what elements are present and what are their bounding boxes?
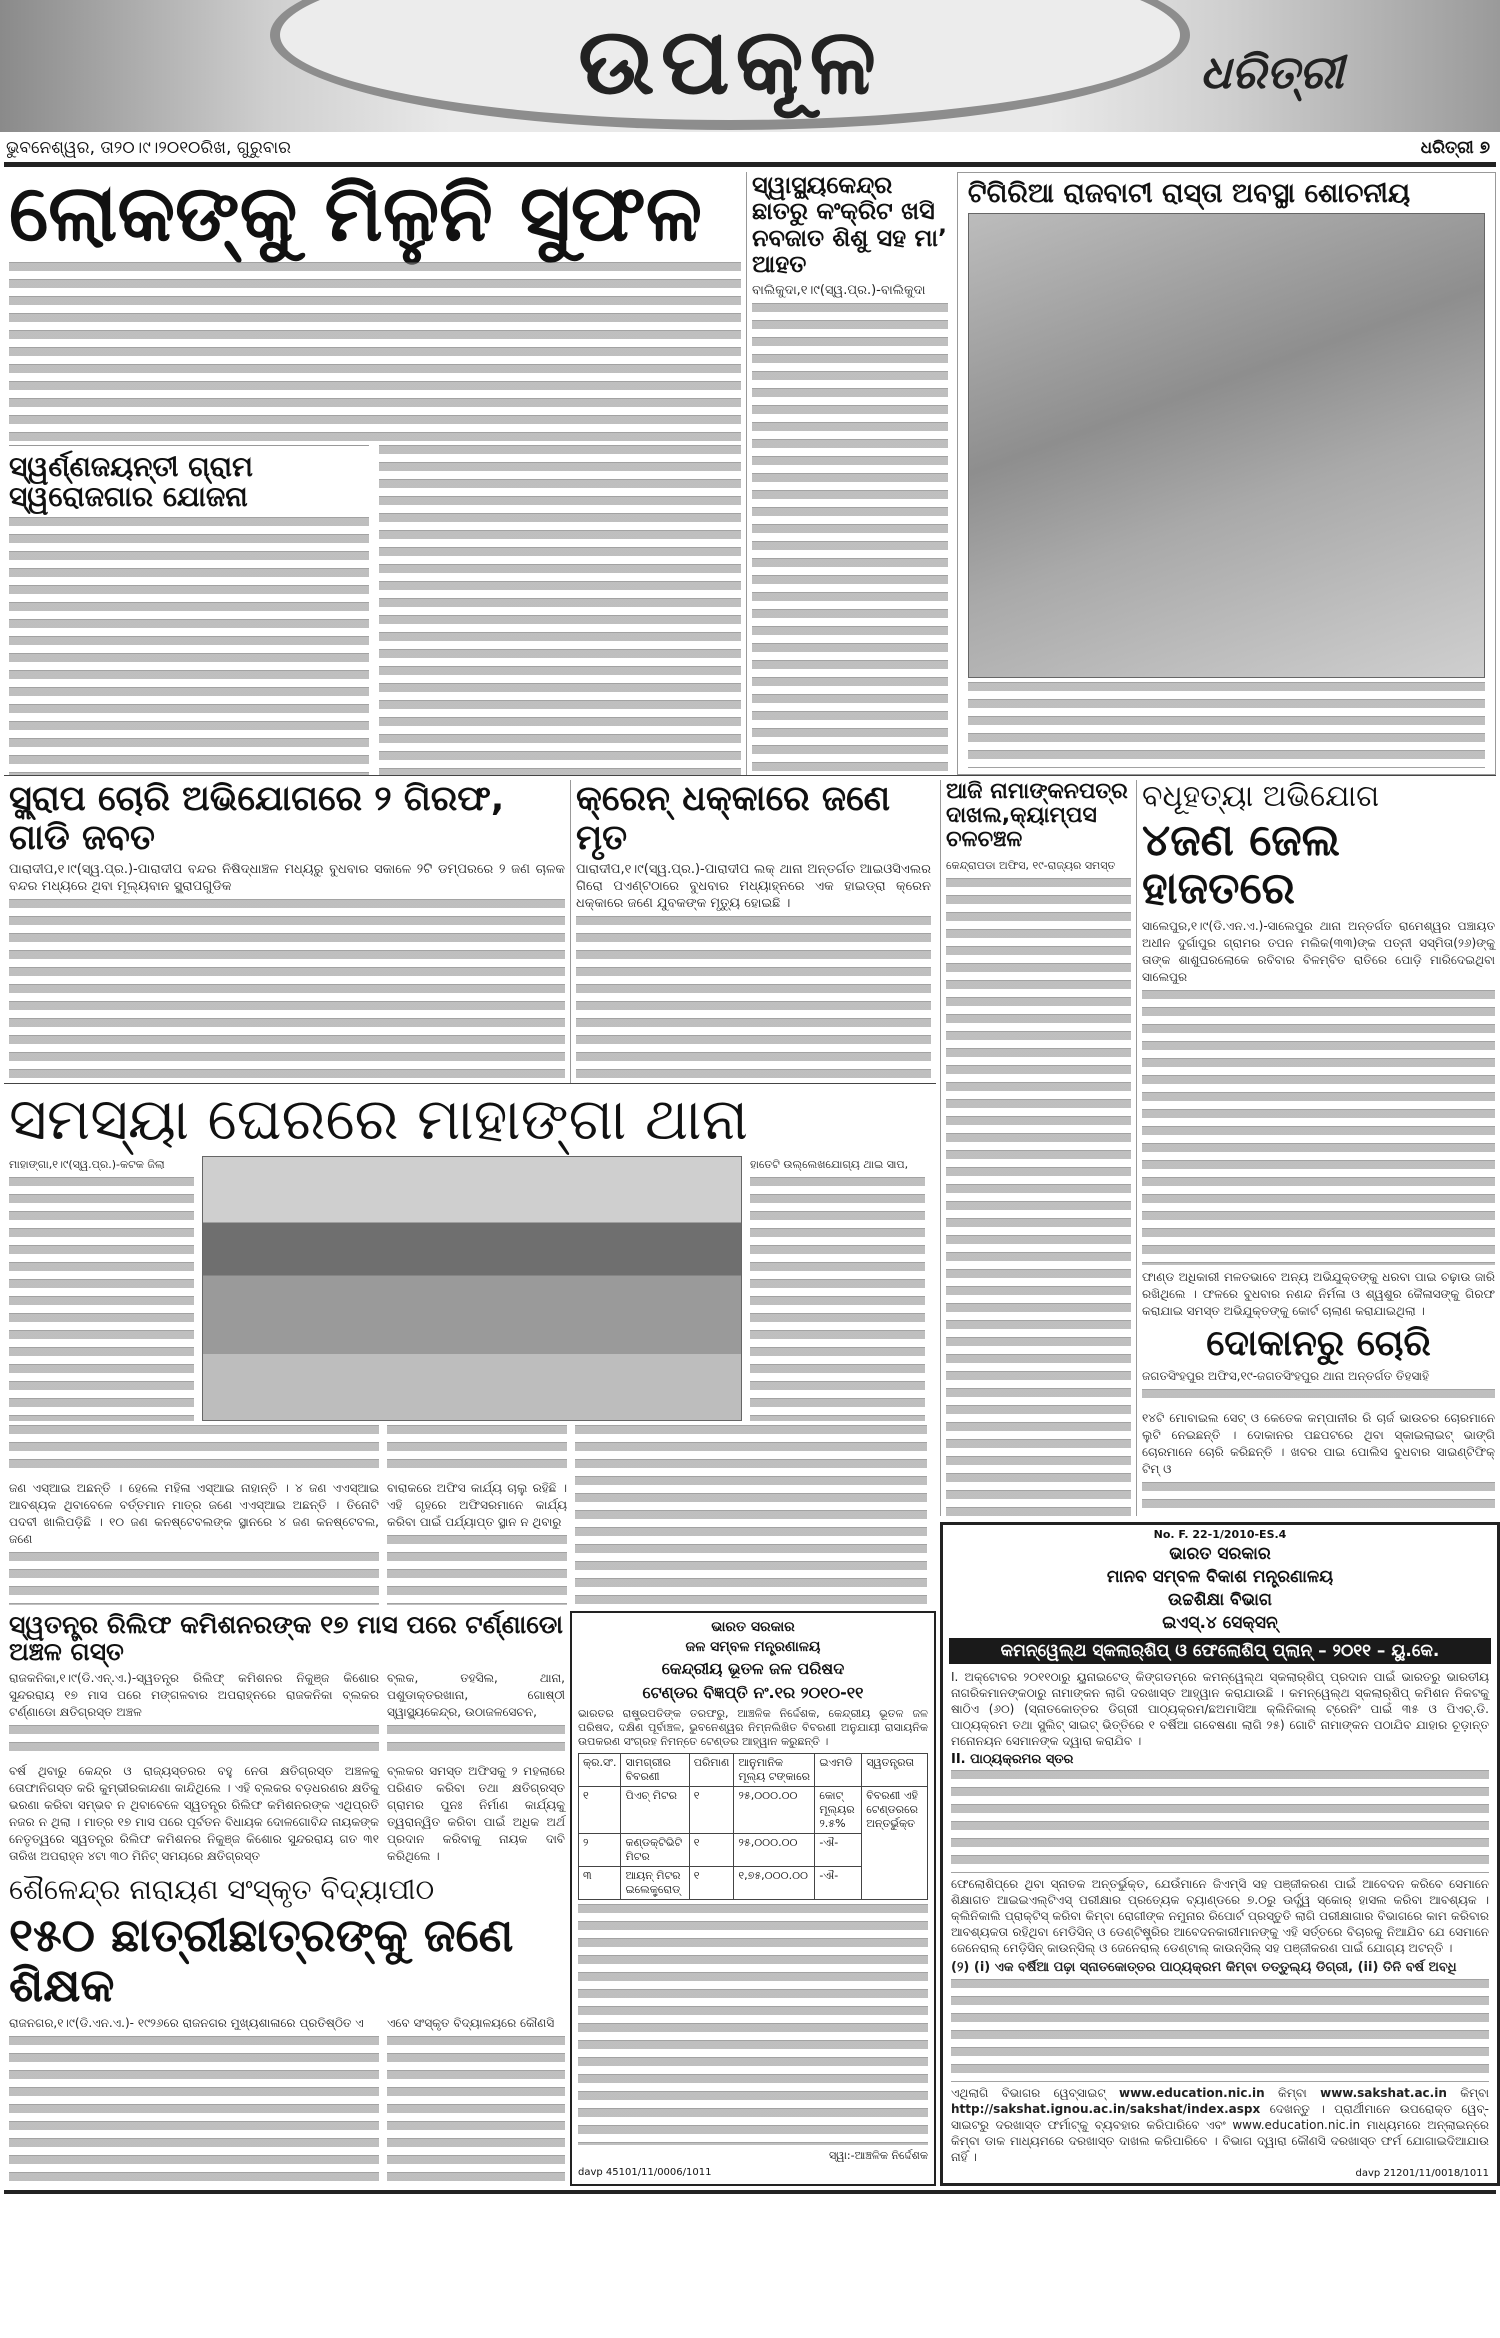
ad-para-2: ଫେଲୋଶିପ୍‌ରେ ଥିବା ସ୍ନାତକ ଅନ୍ତର୍ଭୁକ୍ତ, ଯେଉଁମାନେ ଜିଏମ୍‌ସି ସହ ପଞ୍ଜୀକରଣ ପାଇଁ ଆବେଦନ କରିବେ ସେମାନେ ଶିକ୍ଷାଗତ ଆଇଇଏଲ୍‌ଟିଏସ୍ ପରୀକ୍ଷାର ପ୍ରତ୍ୟେକ ବ୍ୟାଣ୍ଡରେ ୭.୦ରୁ ଊର୍ଦ୍ଧ୍ୱ ସ୍କୋର୍ ହାସଲ କରିବା ଆବଶ୍ୟକ । କ୍ଲିନିକାଲି ପ୍ରାକ୍ଟିସ୍ କରିବା କିମ୍ବା ରୋଗୀଙ୍କ ନମୁନାର ରିପୋର୍ଟ ପ୍ରସ୍ତୁତି ଲାଗି ପରୀକ୍ଷାଗାର ବିଭାଗରେ କାମ କରିବାର ଆବଶ୍ୟକତା ରହିଥିବା ମେଡିସିନ୍ ଓ ଡେଣ୍ଟିଷ୍ଟ୍ରିର ଆବେଦନକାରୀମାନଙ୍କୁ ଏହି ସର୍ତ୍ତରେ ବିଚାରକୁ ନିଆଯିବ ଯେ ସେମାନେ ଜେନେରାଲ୍ ମେଡ଼ିସିନ୍ କାଉନ୍‌ସିଲ୍ ଓ ଜେନେରାଲ୍ ଡେଣ୍ଟାଲ୍ କାଉନ୍‌ସିଲ୍ ସହ ପଞ୍ଜୀକରଣ ପାଇଁ ଯୋଗ୍ୟ ଅଟନ୍ତି । [951, 1876, 1489, 1955]
nomination-headline: ଆଜି ନାମାଙ୍କନପତ୍ର ଦାଖଲ,କ୍ୟାମ୍ପସ ଚଳଚଞ୍ଚଳ [946, 779, 1128, 853]
tender-org-3: କେନ୍ଦ୍ରୀୟ ଭୂତଳ ଜଳ ପରିଷଦ [661, 1658, 845, 1678]
cell: ବିବରଣୀ ଏହି ଟେଣ୍ଡରରେ ଅନ୍ତର୍ଭୁକ୍ତ [862, 1786, 928, 1899]
tender-table [578, 1753, 928, 1900]
mahanga-lead: ମାହାଙ୍ଗା,୧।୯(ସ୍ୱ.ପ୍ର.)-କଟକ ଜିଲା [9, 1157, 165, 1171]
cell: ୧ [689, 1833, 734, 1866]
tender-org-1: ଭାରତ ସରକାର [711, 1618, 795, 1635]
lead-body-3 [379, 445, 741, 775]
tigiria-body [968, 682, 1485, 768]
road-photo [968, 213, 1485, 678]
cell: ପିଏଚ୍ ମିଟର [621, 1786, 689, 1833]
mahanga-body-2 [750, 1177, 925, 1421]
cell: କୋଟ୍ ମୂଲ୍ୟର ୨.୫% [815, 1786, 862, 1833]
shop-lead: ଜଗତସିଂହପୁର ଅଫିସ,୧୯-ଜଗତସିଂହପୁର ଥାନା ଅନ୍ତର୍ଗତ ତିହସାହି [1142, 1369, 1430, 1383]
supplement-title: ଉପକୂଳ [578, 8, 882, 115]
ad-ministry: ମାନବ ସମ୍ବଳ ବିକାଶ ମନ୍ତ୍ରଣାଳୟ [1106, 1567, 1334, 1587]
mahanga-body-5 [387, 1425, 567, 1476]
ad-para-1: I. ଅକ୍ଟୋବର ୨୦୧୧ଠାରୁ ୟୁନାଇଟେଡ୍ କିଙ୍ଗଡମ୍‌ରେ କମନ୍‌ୱେଲ୍‌ଥ ସ୍କଲାର୍‌ଶିପ୍ ପ୍ରଦାନ ପାଇଁ ଭାରତରୁ ଭାରତୀୟ ନାଗରିକମାନଙ୍କଠାରୁ ନାମାଙ୍କନ ଲାଗି ଦରଖାସ୍ତ ଆହ୍ୱାନ କରାଯାଉଛି । କମନ୍‌ୱେଲ୍‌ଥ ସ୍କଲାର୍‌ଶିପ୍ କମିଶନ ନିକଟକୁ ଷାଠିଏ (୬୦) (ସ୍ନାତକୋତ୍ତର ଡିଗ୍ରୀ ପାଠ୍ୟକ୍ରମ/ଛଅମାସିଆ କ୍ଲିନିକାଲ୍ ଟ୍ରେନିଂ ପାଇଁ ୩୫ ଓ ପିଏଚ୍.ଡି. ପାଠ୍ୟକ୍ରମ ତଥା ସ୍ପ୍ଲିଟ୍ ସାଇଟ୍ ଭିତ୍ତିରେ ୧ ବର୍ଷିଆ ଗବେଷଣା ଲାଗି ୨୫) ଗୋଟି ନାମାଙ୍କନ ପଠାଯିବ ଯାହାର ଚୂଡ଼ାନ୍ତ ମନୋନୟନ ସେମାନଙ୍କ ଦ୍ୱାରା କରାଯିବ । [951, 1670, 1489, 1748]
scrap-body [9, 899, 565, 1083]
dowry-story [1136, 780, 1500, 1516]
sanskrit-body-2 [387, 2036, 565, 2186]
sanskrit-body [9, 2036, 379, 2186]
nomination-lead: କେନ୍ଦ୍ରାପଡା ଅଫିସ, ୧୯-ରାଜ୍ୟର ସମସ୍ତ [946, 858, 1116, 872]
dowry-end: ଫାଣ୍ଡ ଅଧିକାରୀ ମଳତଭାବେ ଅନ୍ୟ ଅଭିଯୁକ୍ତଙ୍କୁ ଧରବା ପାଇ ଚଢ଼ାଉ ଜାରି ରଖିଥିଲେ । ଫଳରେ ବୁଧବାର ନଣନ୍ଦ ନିର୍ମଳା ଓ ଶ୍ୱଶୁର କୈଳାସଙ୍କୁ ଗିରଫ କରାଯାଇ ସମସ୍ତ ଅଭିଯୁକ୍ତଙ୍କୁ କୋର୍ଟ ଚାଲାଣ କରାଯାଇଥିଲା । [1142, 1270, 1495, 1319]
cell: କଣ୍ଡକ୍ଟିଭିଟି ମିଟର [621, 1833, 689, 1866]
column-header: ପରିମାଣ [689, 1753, 734, 1786]
sanskrit-kicker: ଶୈଳେନ୍ଦ୍ର ନାରାୟଣ ସଂସ୍କୃତ ବିଦ୍ୟାପୀଠ [9, 1872, 435, 1906]
relief-headline: ସ୍ୱତନ୍ତ୍ର ରିଲିଫ କମିଶନରଙ୍କ ୧୭ ମାସ ପରେ ଟର୍ଣ୍ଣାଡୋ ଅଞ୍ଚଳ ଗସ୍ତ [9, 1609, 563, 1667]
tender-title: ଟେଣ୍ଡର ବିଜ୍ଞପ୍ତି ନଂ.୧ର ୨୦୧୦-୧୧ [642, 1682, 864, 1702]
cell: ୨ [579, 1833, 621, 1866]
ad-govt: ଭାରତ ସରକାର [1169, 1544, 1271, 1564]
mahanga-para2: ବାରାକରେ ଅଫିସ କାର୍ଯ୍ୟ ଚାଲୁ ରହିଛି । ଏହି ଗୃହରେ ଅଫିସରମାନେ କାର୍ଯ୍ୟ କରିବା ପାଇଁ ପର୍ଯ୍ୟାପ୍ତ ସ୍ଥାନ ନ ଥିବାରୁ [387, 1480, 567, 1529]
column-header: ଇଏମଡି [815, 1753, 862, 1786]
mahanga-body-7 [575, 1425, 927, 1605]
health-dateline: ବାଲିକୁଦା,୧।୯(ସ୍ୱ.ପ୍ର.)-ବାଲିକୁଦା [752, 282, 926, 298]
lead-headline: ଲୋକଙ୍କୁ ମିଳୁନି ସୁଫଳ [9, 169, 702, 259]
lead-subhead: ସ୍ୱର୍ଣ୍ଣଜୟନ୍ତୀ ଗ୍ରାମ ସ୍ୱରୋଜଗାର ଯୋଜନା [9, 449, 253, 514]
scrap-headline: ସ୍କ୍ରାପ ଚୋରି ଅଭିଯୋଗରେ ୨ ଗିରଫ, ଗାଡି ଜବତ [9, 779, 505, 858]
crane-body [576, 916, 931, 1083]
mahanga-para: ଜଣ ଏସ୍ଆଇ ଅଛନ୍ତି । ହେଲେ ମହିଳା ଏସ୍ଆଇ ନାହାନ୍ତି । ୪ ଜଣ ଏଏସ୍ଆଇ ଆବଶ୍ୟକ ଥିବାବେଳେ ବର୍ତ୍ତମାନ ମାତ୍ର ଜଣେ ଏଏସ୍ଆଇ ଅଛନ୍ତି । ତିନୋଟି ପଦବୀ ଖାଲିପଡ଼ିଛି । ୧୦ ଜଣ କନଷ୍ଟେବଲଙ୍କ ସ୍ଥାନରେ ୪ ଜଣ କନଷ୍ଟେବଲ, ଜଣେ [9, 1480, 379, 1546]
crane-lead: ପାରାଦୀପ,୧।୯(ସ୍ୱ.ପ୍ର.)-ପାରାଦୀପ ଲକ୍ ଥାନା ଅନ୍ତର୍ଗତ ଆଇଓସିଏଲର ଗିରୋ ପଏଣ୍ଟଠାରେ ବୁଧବାର ମଧ୍ୟାହ୍ନରେ ଏକ ହାଇଡ୍ରା କ୍ରେନ ଧକ୍କାରେ ଜଣେ ଯୁବକଙ୍କ ମୃତ୍ୟୁ ହୋଇଛି । [576, 862, 931, 911]
tender-advertisement [570, 1611, 936, 2186]
shop-headline: ଦୋକାନରୁ ଚୋରି [1206, 1323, 1431, 1365]
tender-signature: ସ୍ୱା:-ଆଞ୍ଚଳିକ ନିର୍ଦ୍ଦେଶକ [828, 2148, 928, 2162]
mahanga-headline: ସମସ୍ୟା ଘେରରେ ମାହାଙ୍ଗା ଥାନା [9, 1085, 749, 1153]
ad-reference-number: No. F. 22-1/2010-ES.4 [1153, 1528, 1287, 1541]
ad-para-3: (୨) (i) ଏକ ବର୍ଷିଆ ପଢ଼ା ସ୍ନାତକୋତ୍ତର ପାଠ୍ୟକ୍ରମ କିମ୍ବା ତତ୍ତୁଲ୍ୟ ଡିଗ୍ରୀ, (ii) ତିନି ବର୍ଷ ଅବଧି [951, 1959, 1457, 1975]
lead-story [4, 169, 746, 775]
scrap-story [4, 780, 570, 1083]
sanskrit-right: ଏବେ ସଂସ୍କୃତ ବିଦ୍ୟାଳୟରେ କୌଣସି [387, 2015, 555, 2030]
ad-davp-code: davp 21201/11/0018/1011 [1355, 2167, 1489, 2179]
ad-para-4: ଏଥିଲାଗି ବିଭାଗର ୱେବ୍‌ସାଇଟ୍ [951, 2085, 1106, 2100]
cell: ୧ [689, 1866, 734, 1899]
right-block [940, 780, 1500, 2186]
page-content [4, 169, 1496, 2194]
dateline: ଭୁବନେଶ୍ୱର, ତା୨୦।୯।୨୦୧୦ରିଖ, ଗୁରୁବାର [6, 138, 292, 158]
ad-department: ଉଚ୍ଚଶିକ୍ଷା ବିଭାଗ [1168, 1590, 1272, 1610]
relief-lead: ରାଜକନିକା,୧।୯(ଡି.ଏନ୍.ଏ.)-ସ୍ୱତନ୍ତ୍ର ରିଲିଫ୍ କମିଶନର ନିକୁଞ୍ଜ କିଶୋର ସୁନ୍ଦରରାୟ ୧୭ ମାସ ପରେ ମଙ୍ଗଳବାର ଅପରାହ୍ନରେ ରାଜକନିକା ବ୍ଲକର ଟର୍ଣ୍ଣାଡୋ କ୍ଷତିଗ୍ରସ୍ତ ଅଞ୍ଚଳ [9, 1670, 379, 1719]
shop-body-2 [1142, 1482, 1495, 1516]
nomination-body [946, 878, 1131, 1516]
ad-para-5: ଦେଖନ୍ତୁ । ପ୍ରାର୍ଥୀମାନେ ଉପରୋକ୍ତ ୱେବ୍-ସାଇଟରୁ ଦରଖାସ୍ତ ଫର୍ମାଟ୍‌କୁ ବ୍ୟବହାର କରିପାରିବେ ଏବଂ www.education.nic.in ମାଧ୍ୟମରେ ଅନ୍‌ଲାଇନ୍‌ରେ କିମ୍ବା ଡାକ ମାଧ୍ୟମରେ ଦରଖାସ୍ତ ଦାଖଲ କରିପାରିବେ । ବିଭାଗ ଦ୍ୱାରା କୌଣସି ଦରଖାସ୍ତ ଫର୍ମ ଯୋଗାଇଦିଆଯାଉ ନାହିଁ । [951, 2101, 1489, 2164]
crane-headline: କ୍ରେନ୍ ଧକ୍କାରେ ଜଣେ ମୃତ [576, 779, 891, 858]
ad-or: କିମ୍ବା [1278, 2085, 1307, 2100]
column-header: ସ୍ୱତନ୍ତ୍ରତା [862, 1753, 928, 1786]
ad-section-2: II. ପାଠ୍ୟକ୍ରମର ସ୍ତର [951, 1752, 1074, 1767]
lead-subsection [9, 445, 369, 775]
tigiria-story [957, 172, 1496, 775]
nomination-story [940, 780, 1136, 1516]
ad-link-ignou[interactable]: http://sakshat.ignou.ac.in/sakshat/index.aspx [951, 2101, 1261, 2116]
shop-mid: ୧୪ଟି ମୋବାଇଲ ସେଟ୍ ଓ କେତେକ କମ୍ପାନୀର ରି ଚାର୍ଜ ଭାଉଚର ଚୋରମାନେ ଲୁଟି ନେଇଛନ୍ତି । ଦୋକାନର ପଛପଟରେ ଥିବା ସ୍କାଇଲାଇଟ୍ ଭାଙ୍ଗି ଚୋରମାନେ ଚୋରି କରିଛନ୍ତି । ଖବର ପାଇ ପୋଲିସ ବୁଧବାର ସାଇଣ୍ଟିଫିକ୍ ଟିମ୍ ଓ [1142, 1411, 1495, 1476]
mahanga-right-lead: ହାତେଟି ଉଲ୍ଲେଖଯୋଗ୍ୟ ଥାଇ ସାପ, [750, 1157, 909, 1171]
relief-right: ବ୍ଲକ, ତହସିଲ, ଥାନା, ପଶୁଡାକ୍ତରଖାନା, ଗୋଷ୍ଠୀ ସ୍ୱାସ୍ଥ୍ୟକେନ୍ଦ୍ର, ଉଠାଜଳସେଚନ, [387, 1670, 565, 1719]
dowry-body [1142, 990, 1495, 1266]
column-header: କ୍ର.ସଂ. [579, 1753, 621, 1786]
tender-terms [578, 1904, 928, 2145]
left-block [4, 780, 936, 2186]
column-header: ସାମଗ୍ରୀର ବିବରଣୀ [621, 1753, 689, 1786]
cell: -ଐ- [815, 1866, 862, 1899]
relief-body-2 [387, 1725, 565, 1759]
cell: ୧ [579, 1786, 621, 1833]
mahanga-body-4 [9, 1552, 379, 1605]
ad-course-list [951, 1770, 1489, 1873]
column-header: ଆନୁମାନିକ ମୂଲ୍ୟ ଟଙ୍କାରେ [734, 1753, 815, 1786]
tender-intro: ଭାରତର ରାଷ୍ଟ୍ରପତିଙ୍କ ତରଫରୁ, ଆଞ୍ଚଳିକ ନିର୍ଦ୍ଦେଶକ, କେନ୍ଦ୍ରୀୟ ଭୂତଳ ଜଳ ପରିଷଦ, ଦକ୍ଷିଣ ପୂର୍ବାଞ୍ଚଳ, ଭୁବନେଶ୍ୱର ନିମ୍ନଲିଖିତ ବିବରଣୀ ଅନୁଯାୟୀ ରାସାୟନିକ ଉପକରଣ ସଂଗ୍ରହ ନିମନ୍ତେ ଟେଣ୍ଡର ଆହ୍ୱାନ କରୁଛନ୍ତି । [578, 1706, 928, 1748]
top-row [4, 169, 1496, 776]
dowry-lead: ସାଲେପୁର,୧।୯(ଡି.ଏନ.ଏ.)-ସାଲେପୁର ଥାନା ଅନ୍ତର୍ଗତ ରାମେଶ୍ୱର ପଞ୍ଚାୟତ ଅଧୀନ ଦୁର୍ଗାପୁର ଗ୍ରାମର ତପନ ମଲିକ(୩୩)ଙ୍କ ପତ୍ନୀ ସସ୍ମିତା(୨୬)ଙ୍କୁ ତାଙ୍କ ଶାଶୁଘରଲୋକେ ରବିବାର ବିଳମ୍ବିତ ରାତିରେ ପୋଡ଼ି ମାରିଦେଇଥିବା ସାଲେପୁର [1142, 918, 1495, 984]
cell: ୨୫,୦୦୦.୦୦ [734, 1786, 815, 1833]
health-story [746, 172, 953, 775]
cell: ୧,୭୫,୦୦୦.୦୦ [734, 1866, 815, 1899]
relief-body [9, 1725, 379, 1759]
tender-davp-code: davp 45101/11/0006/1011 [578, 2166, 712, 2178]
health-body [752, 303, 948, 775]
ad-banner: କମନ୍‌ୱେଲ୍‌ଥ ସ୍କଲାର୍‌ଶିପ୍ ଓ ଫେଲୋଶିପ୍ ପ୍ଲାନ୍ – ୨୦୧୧ – ୟୁ.କେ. [949, 1638, 1491, 1664]
tender-org-2: ଜଳ ସମ୍ବଳ ମନ୍ତ୍ରଣାଳୟ [685, 1638, 821, 1655]
lead-body [9, 262, 741, 441]
crane-story [570, 780, 936, 1083]
ad-link-education[interactable]: www.education.nic.in [1119, 2085, 1265, 2100]
cell: -ଐ- [815, 1833, 862, 1866]
lower-left-stories [4, 1611, 570, 2186]
cell: ୩ [579, 1866, 621, 1899]
cell: ୨୫,୦୦୦.୦୦ [734, 1833, 815, 1866]
relief-para2: ବ୍ଲକର ସମସ୍ତ ଅଫିସକୁ ୨ ମହଲାରେ ପରିଣତ କରିବା ତଥା କ୍ଷତିଗ୍ରସ୍ତ ଗ୍ରାମର ପୁନଃ ନିର୍ମାଣ କାର୍ଯ୍ୟକୁ ତ୍ୱରାନ୍ୱିତ କରିବା ପାଇଁ ଅଧିକ ଅର୍ଥ ପ୍ରଦାନ କରିବାକୁ ନାୟକ ଦାବି କରିଥିଲେ । [387, 1763, 565, 1863]
shop-body [1142, 1389, 1495, 1406]
sanskrit-lead: ରାଜନଗର,୧।୯(ଡି.ଏନ.ଏ.)- ୧୯୨୬ରେ ରାଜନଗର ମୁଖ୍ୟଶାଳାରେ ପ୍ରତିଷ୍ଠିତ ଏ [9, 2015, 364, 2030]
divider [4, 162, 1496, 167]
lead-body-2 [9, 517, 369, 775]
cell: ଆୟନ୍ ମିଟର ଇଲେକ୍ଟ୍ରୋଡ୍ [621, 1866, 689, 1899]
table-header-row [579, 1753, 928, 1786]
ad-eligibility-text [951, 1979, 1489, 2082]
sanskrit-headline: ୧୫୦ ଛାତ୍ରୀଛାତ୍ରଙ୍କୁ ଜଣେ ଶିକ୍ଷକ [9, 1907, 514, 2013]
dowry-headline: ୪ଜଣ ଜେଲ ହାଜତରେ [1142, 815, 1340, 915]
cell: ୧ [689, 1786, 734, 1833]
relief-para: ବର୍ଷ ଥିବାରୁ କେନ୍ଦ୍ର ଓ ରାଜ୍ୟସ୍ତରର ବହୁ ନେତା କ୍ଷତିଗ୍ରସ୍ତ ଅଞ୍ଚଳକୁ ତୋଫାନିଗସ୍ତ କରି କୁମ୍ଭୀରକାନ୍ଦଣା କାନ୍ଦିଥିଲେ । ଏହି ବ୍ଲକର ବଡ଼ଧରଣର କ୍ଷତିକୁ ଭରଣା କରିବା ସମ୍ଭବ ନ ଥିବାବେଳେ ସ୍ୱତନ୍ତ୍ର ରିଲିଫ କମିଶନରଙ୍କ ଏଥିପ୍ରତି ନଜର ନ ଥିଲା । ମାତ୍ର ୧୭ ମାସ ପରେ ପୂର୍ବତନ ବିଧାୟକ ଦୋଳଗୋବିନ୍ଦ ନାୟକଙ୍କ ନେତୃତ୍ୱରେ ସ୍ୱତନ୍ତ୍ର ରିଲିଫ କମିଶନର ନିକୁଞ୍ଜ କିଶୋର ସୁନ୍ଦରରାୟ ଗତ ୩୧ ତାରିଖ ଅପରାହ୍ନ ୪ଟା ୩୦ ମିନିଟ୍ ସମୟରେ କ୍ଷତିଗ୍ରସ୍ତ [9, 1763, 379, 1863]
ad-or: କିମ୍ବା [1460, 2085, 1489, 2100]
dowry-kicker: ବଧୂହତ୍ୟା ଅଭିଯୋଗ [1142, 779, 1380, 814]
page-number: ଧରିତ୍ରୀ ୭ [1420, 138, 1490, 158]
health-headline: ସ୍ୱାସ୍ଥ୍ୟକେନ୍ଦ୍ର ଛାତରୁ କଂକ୍ରିଟ ଖସି ନବଜାତ ଶିଶୁ ସହ ମା’ ଆହତ [752, 171, 948, 279]
ad-section: ଇଏସ୍.୪ ସେକ୍ସନ୍ [1162, 1613, 1278, 1633]
bottom-rule [4, 2190, 1496, 2194]
scrap-lead: ପାରାଦୀପ,୧।୯(ସ୍ୱ.ପ୍ର.)-ପାରାଦୀପ ବନ୍ଦର ନିଷିଦ୍ଧାଞ୍ଚଳ ମଧ୍ୟରୁ ବୁଧବାର ସକାଳେ ୨ଟି ଡମ୍ପରରେ ୨ ଜଣ ଚାଳକ ବନ୍ଦର ମଧ୍ୟରେ ଥିବା ମୂଲ୍ୟବାନ ସ୍କ୍ରାପଗୁଡିକ [9, 862, 565, 894]
police-station-photo [202, 1156, 742, 1421]
scholarship-advertisement [940, 1522, 1500, 2186]
mahanga-body-6 [387, 1535, 567, 1605]
newspaper-logo: ଧରିତ୍ରୀ [1200, 45, 1344, 99]
ad-link-sakshat[interactable]: www.sakshat.ac.in [1320, 2085, 1447, 2100]
tigiria-headline: ଟିଗିରିଆ ରାଜବାଟୀ ରାସ୍ତା ଅବସ୍ଥା ଶୋଚନୀୟ [967, 178, 1411, 209]
mahanga-story [4, 1084, 936, 1605]
mahanga-body [9, 1177, 194, 1421]
table-row [579, 1786, 928, 1833]
mahanga-body-3 [9, 1425, 379, 1476]
